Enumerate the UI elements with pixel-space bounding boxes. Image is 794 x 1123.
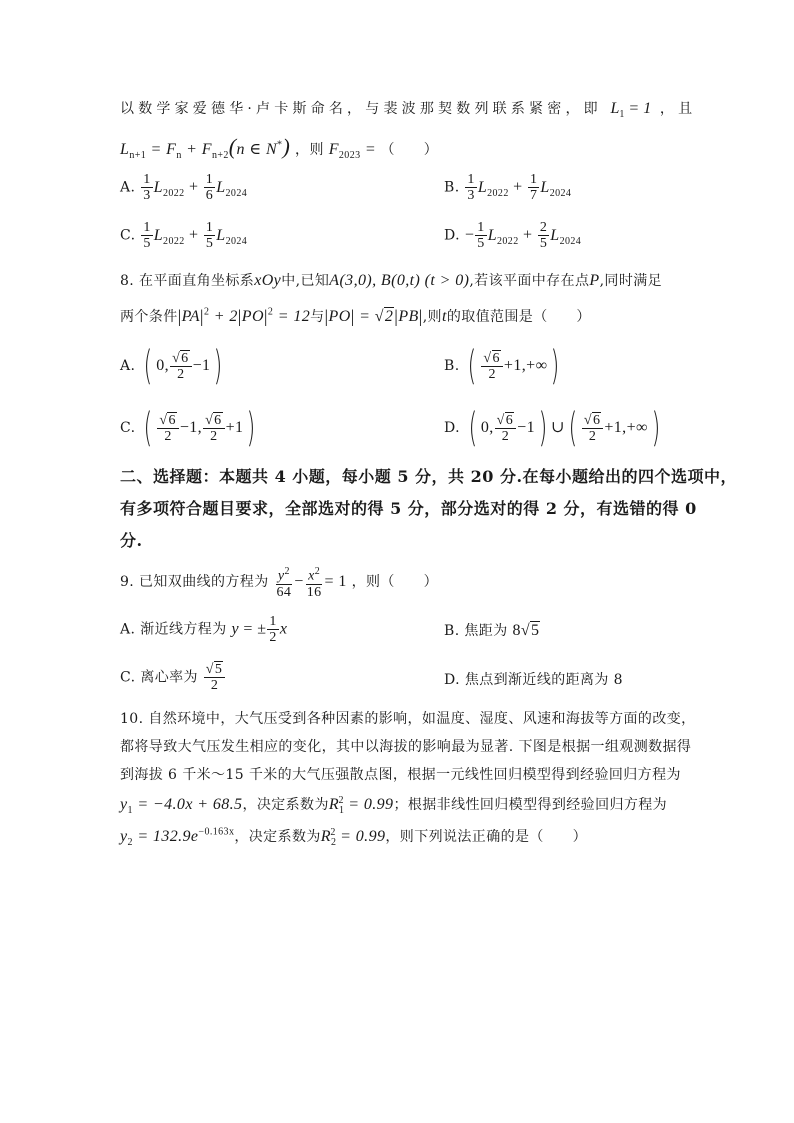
q7-option-c[interactable]: C. $\frac{1}{5}$ $L_{2022}$ + $\frac{1}{5}$ $L_{2024}$ <box>120 220 248 251</box>
q8-cond-end: 的取值范围是（ ） <box>446 309 591 325</box>
section-2-heading-line3: 分. <box>120 531 143 550</box>
q10-line5-mid: ，决定系数为 <box>234 829 321 845</box>
q7-option-a-label: A. <box>120 179 136 196</box>
q9-stem: 9. 已知双曲线的方程为 $\frac{y^2}{64}$ − $\frac{x^2}{16}$ = 1 ，则（ ） <box>120 566 439 600</box>
section-2-heading-line2: 有多项符合题目要求，全部选对的得 5 分，部分选对的得 2 分，有选错的得 0 <box>120 499 697 518</box>
q8-stem-end: ,同时满足 <box>599 273 663 289</box>
q10-nonlinear-equation: $y_2 = 132.9e^{-0.163x}$ <box>120 826 235 849</box>
q7-line1-text: 以数学家爱德华·卢卡斯命名，与裴波那契数列联系紧密，即 <box>120 101 602 117</box>
q9-option-a-label: A. 渐近线方程为 <box>120 621 227 638</box>
q9-option-b[interactable]: B. 焦距为 8√5 <box>444 622 540 639</box>
q9-stem-end: ，则（ ） <box>351 573 439 590</box>
q8-option-a-label: A. <box>120 358 136 374</box>
q8-stem-mid: 中,已知 <box>281 273 330 289</box>
q9-option-d[interactable]: D. 焦点到渐近线的距离为 8 <box>444 672 623 688</box>
q9-option-b-label: B. 焦距为 <box>444 623 508 639</box>
q7-and: ，且 <box>659 101 697 117</box>
q7-option-b[interactable]: B. $\frac{1}{3}$ $L_{2022}$ + $\frac{1}{7}$ $L_{2024}$ <box>444 172 572 203</box>
q7-then: ，则 <box>295 142 324 158</box>
q10-line5 <box>120 826 587 848</box>
q8-t: t <box>441 308 447 325</box>
q10-line2: 都将导致大气压发生相应的变化，其中以海拔的影响最为显著. 下图是根据一组观测数据得 <box>120 739 692 755</box>
q9-option-a[interactable]: A. 渐近线方程为 y = ± $\frac{1}{2}$ x <box>120 614 288 645</box>
q7-condition: $L_1 = 1$ <box>610 100 652 121</box>
q8-option-c-label: C. <box>120 420 136 436</box>
q8-option-a[interactable]: A. ( 0, $\frac{√6}{2}$ −1) <box>120 343 223 389</box>
q7-blank: （ ） <box>380 142 439 158</box>
q7-line2 <box>120 134 438 161</box>
q8-condition-2: |PO| = √2|PB| <box>324 306 423 326</box>
q7-option-a[interactable]: A. $\frac{1}{3}$ $L_{2022}$ + $\frac{1}{6}$ $L_{2024}$ <box>120 172 248 203</box>
q10-r1-squared: $R_1^2 = 0.99$ <box>328 794 394 817</box>
q10-line3: 到海拔 6 千米～15 千米的大气压强散点图，根据一元线性回归模型得到经验回归方程为 <box>120 767 681 783</box>
q8-line1 <box>120 270 662 290</box>
q8-cond-post: ,则 <box>422 309 442 325</box>
q8-cond-mid: 与 <box>310 309 325 325</box>
q10-line1: 10. 自然环境中，大气压受到各种因素的影响，如温度、湿度、风速和海拔等方面的改变， <box>120 711 696 727</box>
q8-xoy: xOy <box>254 272 282 289</box>
q7-f2023: $F_{2023}$ = <box>328 141 381 162</box>
q10-line4-mid: ，决定系数为 <box>242 797 329 813</box>
q10-linear-equation: $y_1 = -4.0x + 68.5$ <box>120 796 243 817</box>
q10-line4 <box>120 794 667 816</box>
q8-point-p: P <box>589 272 600 289</box>
q9-option-c[interactable]: C. 离心率为 $\frac{√5}{2}$ <box>120 662 226 693</box>
q8-stem-post: ,若该平面中存在点 <box>469 273 590 289</box>
q8-points: A(3,0), B(0,t) (t > 0) <box>329 272 470 289</box>
q10-line5-end: ，则下列说法正确的是（ ） <box>385 829 587 845</box>
q8-option-b-label: B. <box>444 358 460 374</box>
q7-line1 <box>120 98 696 120</box>
q8-option-c[interactable]: C. ( $\frac{√6}{2}$ −1, $\frac{√6}{2}$ +1) <box>120 405 256 451</box>
q7-option-b-label: B. <box>444 179 460 196</box>
q8-option-b[interactable]: B. ( $\frac{√6}{2}$ +1,+∞) <box>444 343 560 389</box>
q9-option-c-label: C. 离心率为 <box>120 669 198 686</box>
q9-stem-start: 9. 已知双曲线的方程为 <box>120 573 269 590</box>
q10-r2-squared: $R_2^2 = 0.99$ <box>320 826 386 849</box>
section-2-heading-line1: 二、选择题：本题共 4 小题，每小题 5 分，共 20 分.在每小题给出的四个选项中， <box>120 467 738 486</box>
q7-recurrence: $L_{n+1} = F_n + F_{n+2}(n$ ∈ N*) <box>120 134 291 162</box>
q8-stem-start: 8. 在平面直角坐标系 <box>120 273 255 289</box>
q8-option-d-label: D. <box>444 420 460 436</box>
q8-line2 <box>120 306 591 327</box>
q7-option-d[interactable]: D. − $\frac{1}{5}$ $L_{2022}$ + $\frac{2}{5}$ $L_{2024}$ <box>444 220 582 251</box>
q8-option-d[interactable]: D. ( 0, $\frac{√6}{2}$ −1) ∪( $\frac{√6}{2}$ +1,+∞) <box>444 405 661 451</box>
q10-line4-end: ；根据非线性回归模型得到经验回归方程为 <box>393 797 668 813</box>
q7-option-d-label: D. <box>444 227 460 244</box>
q8-cond-pre: 两个条件 <box>120 309 178 325</box>
q7-option-c-label: C. <box>120 227 136 244</box>
q8-condition-1: $|PA|^2 + 2|PO|^2 = 12$ <box>177 306 311 326</box>
